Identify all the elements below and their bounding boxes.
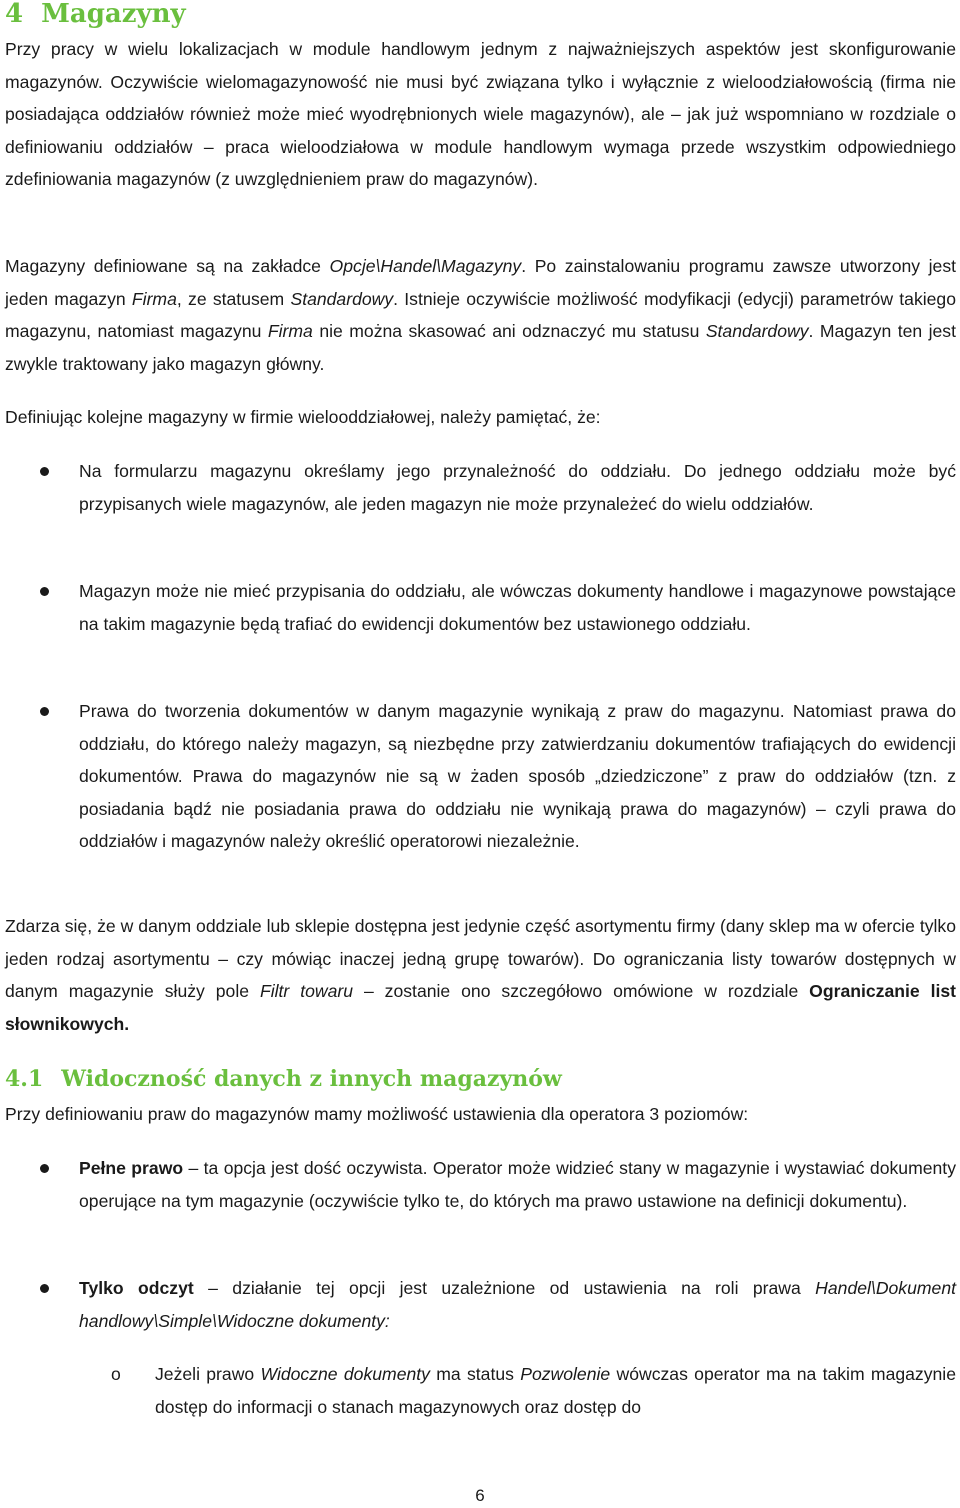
list-item: Magazyn może nie mieć przypisania do oddziału, ale wówczas dokumenty handlowe i magazynowe powstające na takim magazynie będą trafiać do ewidencji dokumentów bez ustawionego oddziału. xyxy=(79,581,956,634)
bullet-icon xyxy=(40,1284,49,1293)
section-number: 4.1 xyxy=(5,1066,44,1092)
settings-path: Opcje\Handel\Magazyny xyxy=(329,256,522,276)
bullet-icon xyxy=(40,587,49,596)
bullet-icon xyxy=(40,707,49,716)
level-label: Pełne prawo xyxy=(79,1158,184,1178)
page-number: 6 xyxy=(475,1486,485,1505)
chapter-number: 4 xyxy=(5,0,24,29)
role-path: Handel\Dokument handlowy\Simple\Widoczne dokumenty: xyxy=(79,1278,956,1331)
list-item: Na formularzu magazynu określamy jego przynależność do oddziału. Do jednego oddziału może być przypisanych wiele magazynów, ale jeden magazyn nie może przynależeć do wielu oddziałów. xyxy=(79,461,956,514)
warehouse-definition-paragraph: Magazyny definiowane są na zakładce Opcje\Handel\Magazyny. Po zainstalowaniu programu zawsze utworzony jest jeden magazyn Firma, ze statusem Standardowy. Istnieje oczywiście możliwość modyfikacji (edycji) parametrów takiego magazynu, natomiast magazynu Firma nie można skasować ani odznaczyć mu statusu Standardowy. Magazyn ten jest zwykle traktowany jako magazyn główny. xyxy=(5,256,957,374)
chapter-title: Magazyny xyxy=(41,0,186,29)
sub-bullet-marker: o xyxy=(111,1364,121,1384)
list-item-read-only: Tylko odczyt – działanie tej opcji jest uzależnione od ustawienia na roli prawa Handel\Dokument handlowy\Simple\Widoczne dokumenty: xyxy=(79,1278,956,1331)
list-item-full-right: Pełne prawo – ta opcja jest dość oczywista. Operator może widzieć stany w magazynie i wystawiać dokumenty operujące na tym magazynie (oczywiście tylko te, do których ma prawo ustawione na definicji dokumentu). xyxy=(79,1158,956,1211)
chapter-reference: Ograniczanie list słownikowych. xyxy=(5,981,957,1034)
sub-list-item: Jeżeli prawo Widoczne dokumenty ma status Pozwolenie wówczas operator ma na takim magazynie dostęp do informacji o stanach magazynowych oraz dostęp do xyxy=(155,1364,956,1417)
level-label: Tylko odczyt xyxy=(79,1278,194,1298)
intro-paragraph: Przy pracy w wielu lokalizacjach w module handlowym jednym z najważniejszych aspektów jest skonfigurowanie magazynów. Oczywiście wielomagazynowość nie musi być związana tylko i wyłącznie z wieloodziałowością (firma nie posiadająca oddziałów również może mieć wyodrębnionych wiele magazynów), ale – jak już wspomniano w rozdziale o definiowaniu oddziałów – praca wieloodziałowa w module handlowym wymaga przede wszystkim odpowiedniego zdefiniowania magazynów (z uwzględnieniem praw do magazynów). xyxy=(5,39,956,189)
levels-intro: Przy definiowaniu praw do magazynów mamy możliwość ustawienia dla operatora 3 poziomów: xyxy=(5,1104,749,1124)
bullet-icon xyxy=(40,467,49,476)
section-heading xyxy=(5,1065,562,1093)
bullet-icon xyxy=(40,1164,49,1173)
field-name: Filtr towaru xyxy=(259,981,354,1001)
definition-rules-intro: Definiując kolejne magazyny w firmie wielooddziałowej, należy pamiętać, że: xyxy=(5,407,601,427)
list-item: Prawa do tworzenia dokumentów w danym magazynie wynikają z praw do magazynu. Natomiast prawa do oddziału, do którego należy magazyn, są niezbędne przy zatwierdzaniu dokumentów trafiających do ewidencji dokumentów. Prawa do magazynów nie są w żaden sposób „dziedziczone” z praw do oddziałów (tzn. z posiadania bądź nie posiadania prawa do oddziału nie wynikają prawa do magazynów) – czyli prawa do oddziałów i magazynów należy określić operatorowi niezależnie. xyxy=(79,701,956,851)
section-title: Widoczność danych z innych magazynów xyxy=(61,1066,562,1092)
assortment-paragraph: Zdarza się, że w danym oddziale lub sklepie dostępna jest jedynie część asortymentu firmy (dany sklep ma w ofercie tylko jeden rodzaj asortymentu – czy mówiąc inaczej jedną grupę towarów). Do ograniczania listy towarów dostępnych w danym magazynie służy pole Filtr towaru – zostanie ono szczegółowo omówione w rozdziale Ograniczanie list słownikowych. xyxy=(5,916,957,1034)
chapter-heading xyxy=(5,0,186,29)
